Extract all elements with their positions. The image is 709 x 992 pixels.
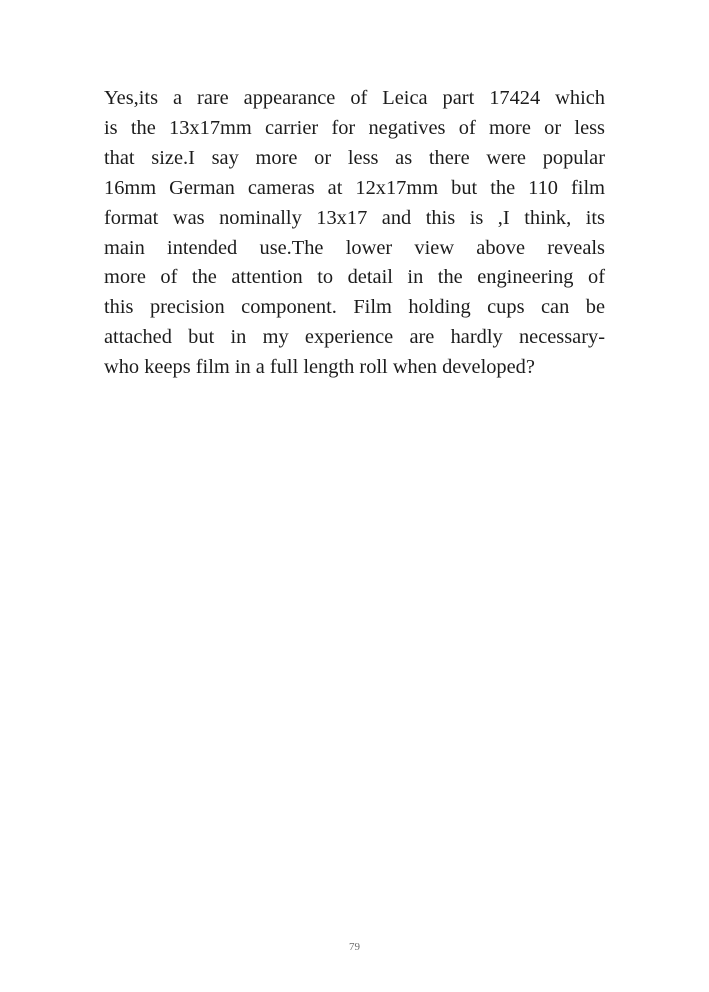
paragraph-line: more of the attention to detail in the engineering of xyxy=(104,266,605,289)
paragraph-line: that size.I say more or less as there were popular xyxy=(104,146,605,169)
paragraph-line: Yes,its a rare appearance of Leica part 17424 which xyxy=(104,87,605,109)
page-number: 79 xyxy=(349,941,360,953)
paragraph-line: attached but in my experience are hardly necessary- xyxy=(104,326,605,349)
paragraph-line: 16mm German cameras at 12x17mm but the 110 film xyxy=(104,176,605,199)
paragraph-line: who keeps film in a full length roll when developed? xyxy=(104,356,535,379)
body-paragraph xyxy=(104,84,605,383)
paragraph-line: main intended use.The lower view above reveals xyxy=(104,236,605,259)
paragraph-line: is the 13x17mm carrier for negatives of more or less xyxy=(104,116,605,139)
paragraph-line: format was nominally 13x17 and this is ,I think, its xyxy=(104,206,605,229)
paragraph-line: this precision component. Film holding cups can be xyxy=(104,296,605,319)
